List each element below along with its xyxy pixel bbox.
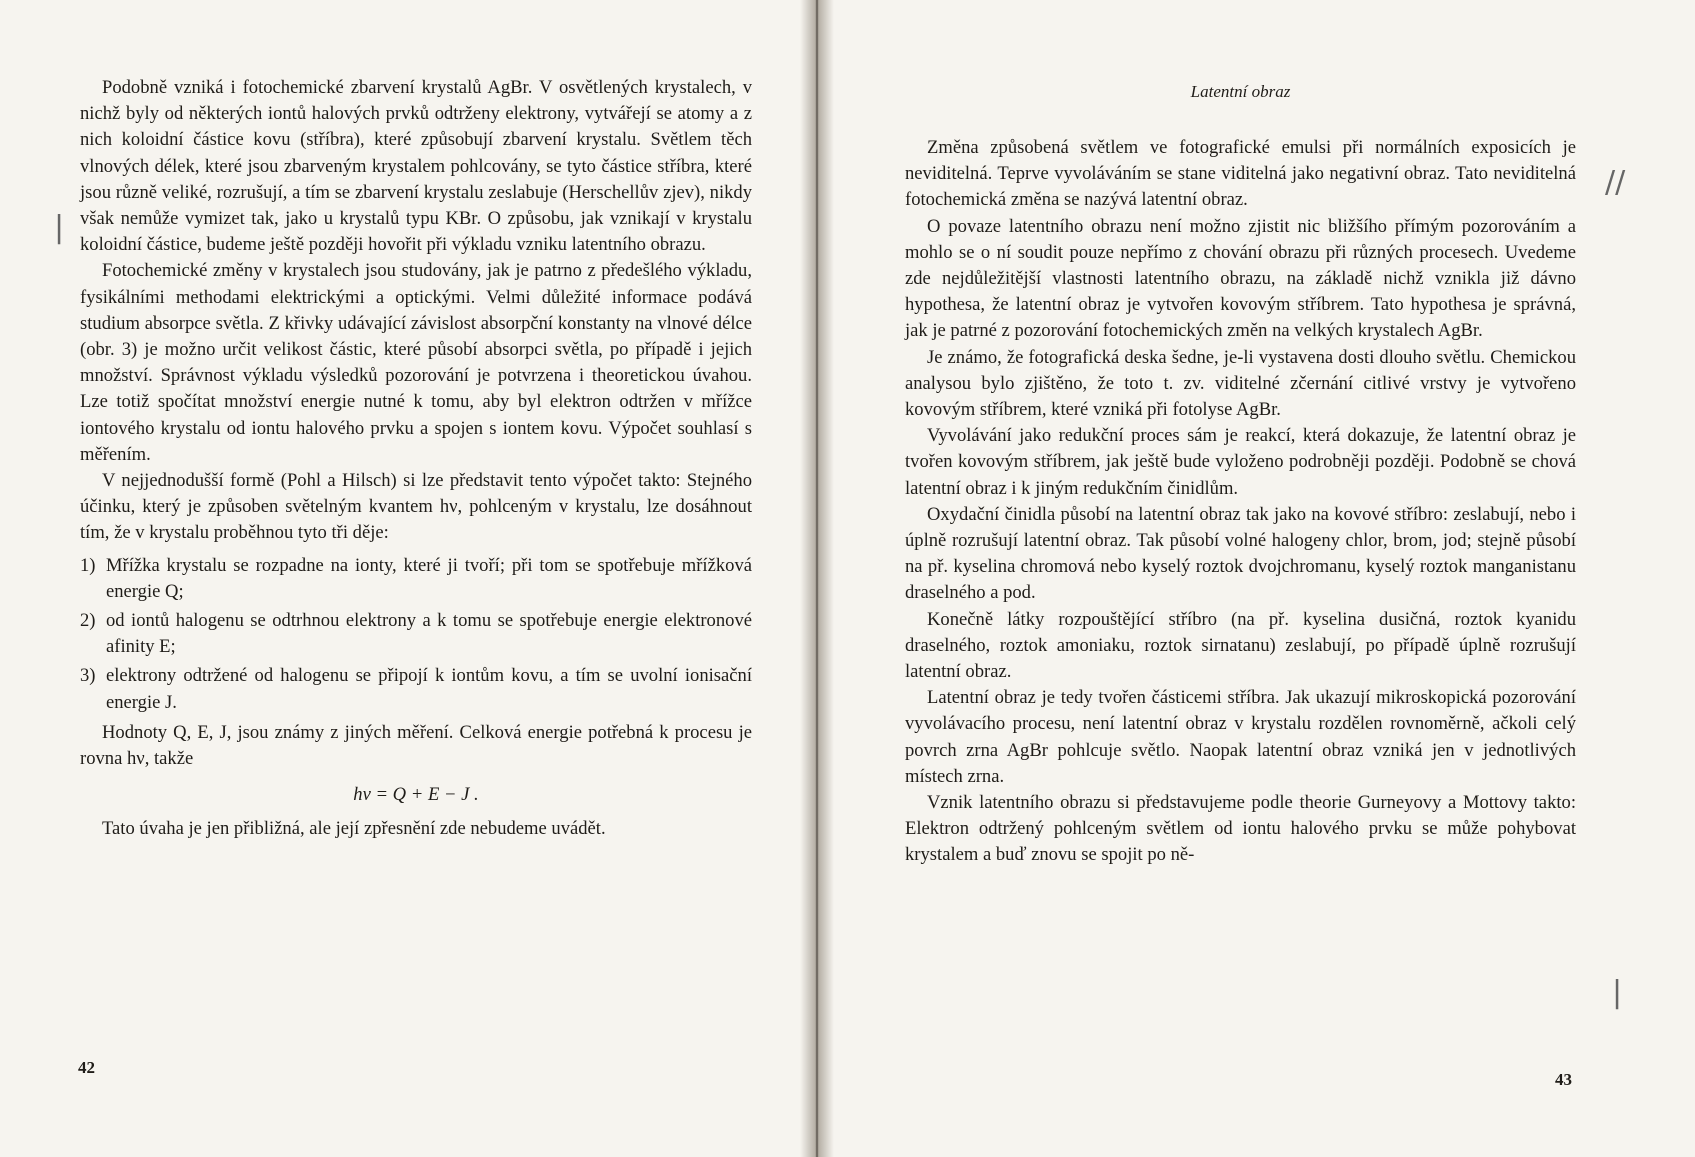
- book-gutter: [800, 0, 834, 1157]
- page-number: 43: [1555, 1070, 1572, 1089]
- left-page: [0, 0, 815, 1157]
- list-item: [80, 663, 752, 715]
- paragraph: Změna způsobená světlem ve fotografické emulsi při normálních exposicích je neviditelná. Teprve vyvoláváním se stane viditelná jako negativní obraz. Tato neviditelná fotochemická změna se nazývá latentní obraz.: [905, 137, 1576, 211]
- list-text: od iontů halogenu se odtrhnou elektrony a k tomu se spotřebuje energie elektronové afinity E;: [106, 610, 752, 658]
- list-text: Mřížka krystalu se rozpadne na ionty, které ji tvoří; při tom se spotřebuje mřížková energie Q;: [106, 554, 752, 602]
- process-list: [80, 553, 752, 716]
- paragraph: Vznik latentního obrazu si představujeme podle theorie Gurneyovy a Mottovy takto: Elektron odtržený pohlceným světlem od iontu halového prvku se může pohybovat krystalem a buď znovu se spojit po ně-: [905, 792, 1576, 866]
- right-page-text: [905, 135, 1576, 869]
- paragraph: O povaze latentního obrazu není možno zjistit nic bližšího přímým pozorováním a mohlo se o ní soudit pouze nepřímo z chování obrazu při různých procesech. Uvedeme zde nejdůležitější vlastnosti latentního obrazu, na základě nichž vznikla již dávno hypothesa, že latentní obraz je vytvořen kovovým stříbrem. Tato hypothesa je správná, jak je patrné z pozorování fotochemických změn na velkých krystalech AgBr.: [905, 215, 1576, 342]
- list-item: [80, 553, 752, 605]
- pencil-margin-mark: |: [1612, 975, 1623, 1010]
- paragraph: Latentní obraz je tedy tvořen částicemi stříbra. Jak ukazují mikroskopická pozorování vyvolávacího procesu, není latentní obraz v krystalu rozdělen rovnoměrně, ačkoli celý povrch zrna AgBr pohlcuje světlo. Naopak latentní obraz vzniká jen v jednotlivých místech zrna.: [905, 687, 1576, 787]
- running-head: Latentní obraz: [1190, 82, 1291, 101]
- pencil-margin-mark: |: [54, 210, 65, 245]
- list-item: [80, 608, 752, 660]
- list-number: 1): [80, 554, 96, 576]
- paragraph: Podobně vzniká i fotochemické zbarvení krystalů AgBr. V osvětlených krystalech, v nichž byly od některých iontů halových prvků odtrženy elektrony, vytvářejí se atomy a z nich koloidní částice kovu (stříbra), které způsobují zbarvení krystalu. Světlem těch vlnových délek, které jsou zbarveným krystalem pohlcovány, se tyto částice stříbra, které jsou různě veliké, rozrušují, a tím se zbarvení krystalu zeslabuje (Herschellův zjev), nikdy však nemůže vymizet tak, jako u krystalů typu KBr. O způsobu, jak vznikají v krystalu koloidní částice, budeme ještě později hovořit při výkladu vzniku latentního obrazu.: [80, 77, 752, 256]
- energy-formula: hν = Q + E − J .: [353, 784, 479, 806]
- page-number: 42: [78, 1058, 95, 1077]
- paragraph: Hodnoty Q, E, J, jsou známy z jiných měření. Celková energie potřebná k procesu je rovna hν, takže: [80, 721, 752, 770]
- paragraph: V nejjednodušší formě (Pohl a Hilsch) si lze představit tento výpočet takto: Stejného účinku, který je způsoben světelným kvantem hν, pohlceným v krystalu, lze dosáhnout tím, že v krystalu proběhnou tyto tři děje:: [80, 470, 752, 544]
- paragraph: Je známo, že fotografická deska šedne, je-li vystavena dosti dlouho světlu. Chemickou analysou bylo zjištěno, že toto t. zv. viditelné zčernání citlivé vrstvy je vytvořeno kovovým stříbrem, které vzniká při fotolyse AgBr.: [905, 346, 1576, 421]
- paragraph: Fotochemické změny v krystalech jsou studovány, jak je patrno z předešlého výkladu, fysikálními methodami elektrickými a optickými. Velmi důležité informace podává studium absorpce světla. Z křivky udávající závislost absorpční konstanty na vlnové délce (obr. 3) je možno určit velikost částic, které působí absorpci světla, po případě i jejich množství. Správnost výkladu výsledků pozorování je potvrzena i theoretickou úvahou. Lze totiž spočítat množství energie nutné k tomu, aby byl elektron odtržen v mřížce iontového krystalu od iontu halového prvku a spojen s iontem kovu. Výpočet souhlasí s měřením.: [80, 260, 752, 465]
- list-number: 2): [80, 610, 96, 632]
- paragraph: Oxydační činidla působí na latentní obraz tak jako na kovové stříbro: zeslabují, nebo i úplně rozrušují latentní obraz. Tak působí volné halogeny chlor, brom, jod; stejně působí na př. kyselina chromová nebo kyselý roztok dvojchromanu, kyselý roztok manganistanu draselného a pod.: [905, 503, 1576, 604]
- left-page-text: [80, 75, 752, 843]
- right-page: [815, 0, 1695, 1157]
- list-number: 3): [80, 665, 96, 687]
- list-text: elektrony odtržené od halogenu se připojí k iontům kovu, a tím se uvolní ionisační energie J.: [106, 665, 752, 713]
- paragraph: Konečně látky rozpouštějící stříbro (na př. kyselina dusičná, roztok kyanidu draselného, roztok amoniaku, roztok sirnatanu) zeslabují, po případě úplně rozrušují latentní obraz.: [905, 608, 1576, 683]
- paragraph: Tato úvaha je jen přibližná, ale její zpřesnění zde nebudeme uvádět.: [102, 818, 606, 840]
- pencil-margin-mark: //: [1605, 165, 1626, 200]
- paragraph: Vyvolávání jako redukční proces sám je reakcí, která dokazuje, že latentní obraz je tvořen kovovým stříbrem, jak ještě bude vyloženo podrobněji později. Podobně se chová latentní obraz i k jiným redukčním činidlům.: [905, 425, 1576, 499]
